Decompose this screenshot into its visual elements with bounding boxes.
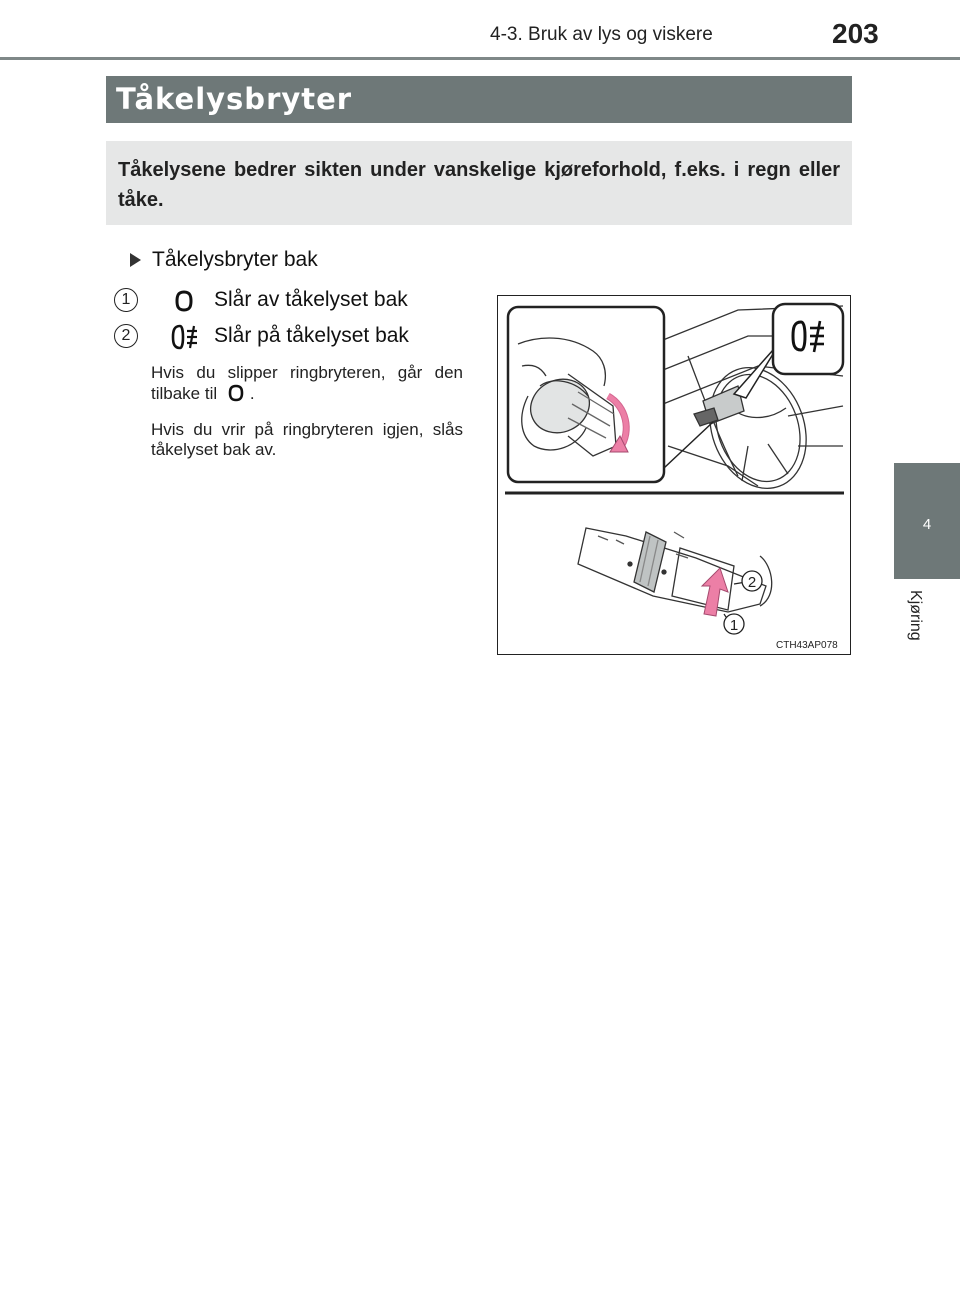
item-text-1: Slår av tåkelyset bak xyxy=(214,288,408,311)
section-title: 4-3. Bruk av lys og viskere xyxy=(490,24,713,45)
figure-callout-2: 2 xyxy=(747,574,757,591)
figure-callout-1: 1 xyxy=(729,617,739,634)
item-number-1: 1 xyxy=(114,288,138,312)
page-title: Tåkelysbryter xyxy=(116,82,353,116)
fog-light-off-icon xyxy=(170,288,198,314)
item-text-2: Slår på tåkelyset bak xyxy=(214,324,409,347)
fog-switch-illustration xyxy=(498,296,849,653)
triangle-bullet-icon xyxy=(130,253,141,267)
item-number-2: 2 xyxy=(114,324,138,348)
chapter-label xyxy=(902,590,926,660)
rear-fog-light-icon xyxy=(168,322,202,352)
note-1-text: Hvis du slipper ringbryteren, går den tilbake til xyxy=(151,363,463,403)
chapter-label-text: Kjøring xyxy=(907,590,924,641)
page-number: 203 xyxy=(832,18,879,49)
note-paragraph-2: Hvis du vrir på ringbryteren igjen, slås tåkelyset bak av. xyxy=(151,420,463,459)
subheading: Tåkelysbryter bak xyxy=(152,248,318,271)
note-paragraph-1 xyxy=(151,363,463,404)
intro-text: Tåkelysene bedrer sikten under vanskelige kjøreforhold, f.eks. i regn eller tåke. xyxy=(118,159,840,211)
header-divider xyxy=(0,57,960,60)
figure-code: CTH43AP078 xyxy=(776,640,838,651)
fog-light-off-icon xyxy=(225,383,247,403)
figure-illustration xyxy=(497,295,851,655)
note-1-end: . xyxy=(249,384,255,403)
chapter-number: 4 xyxy=(922,516,932,533)
